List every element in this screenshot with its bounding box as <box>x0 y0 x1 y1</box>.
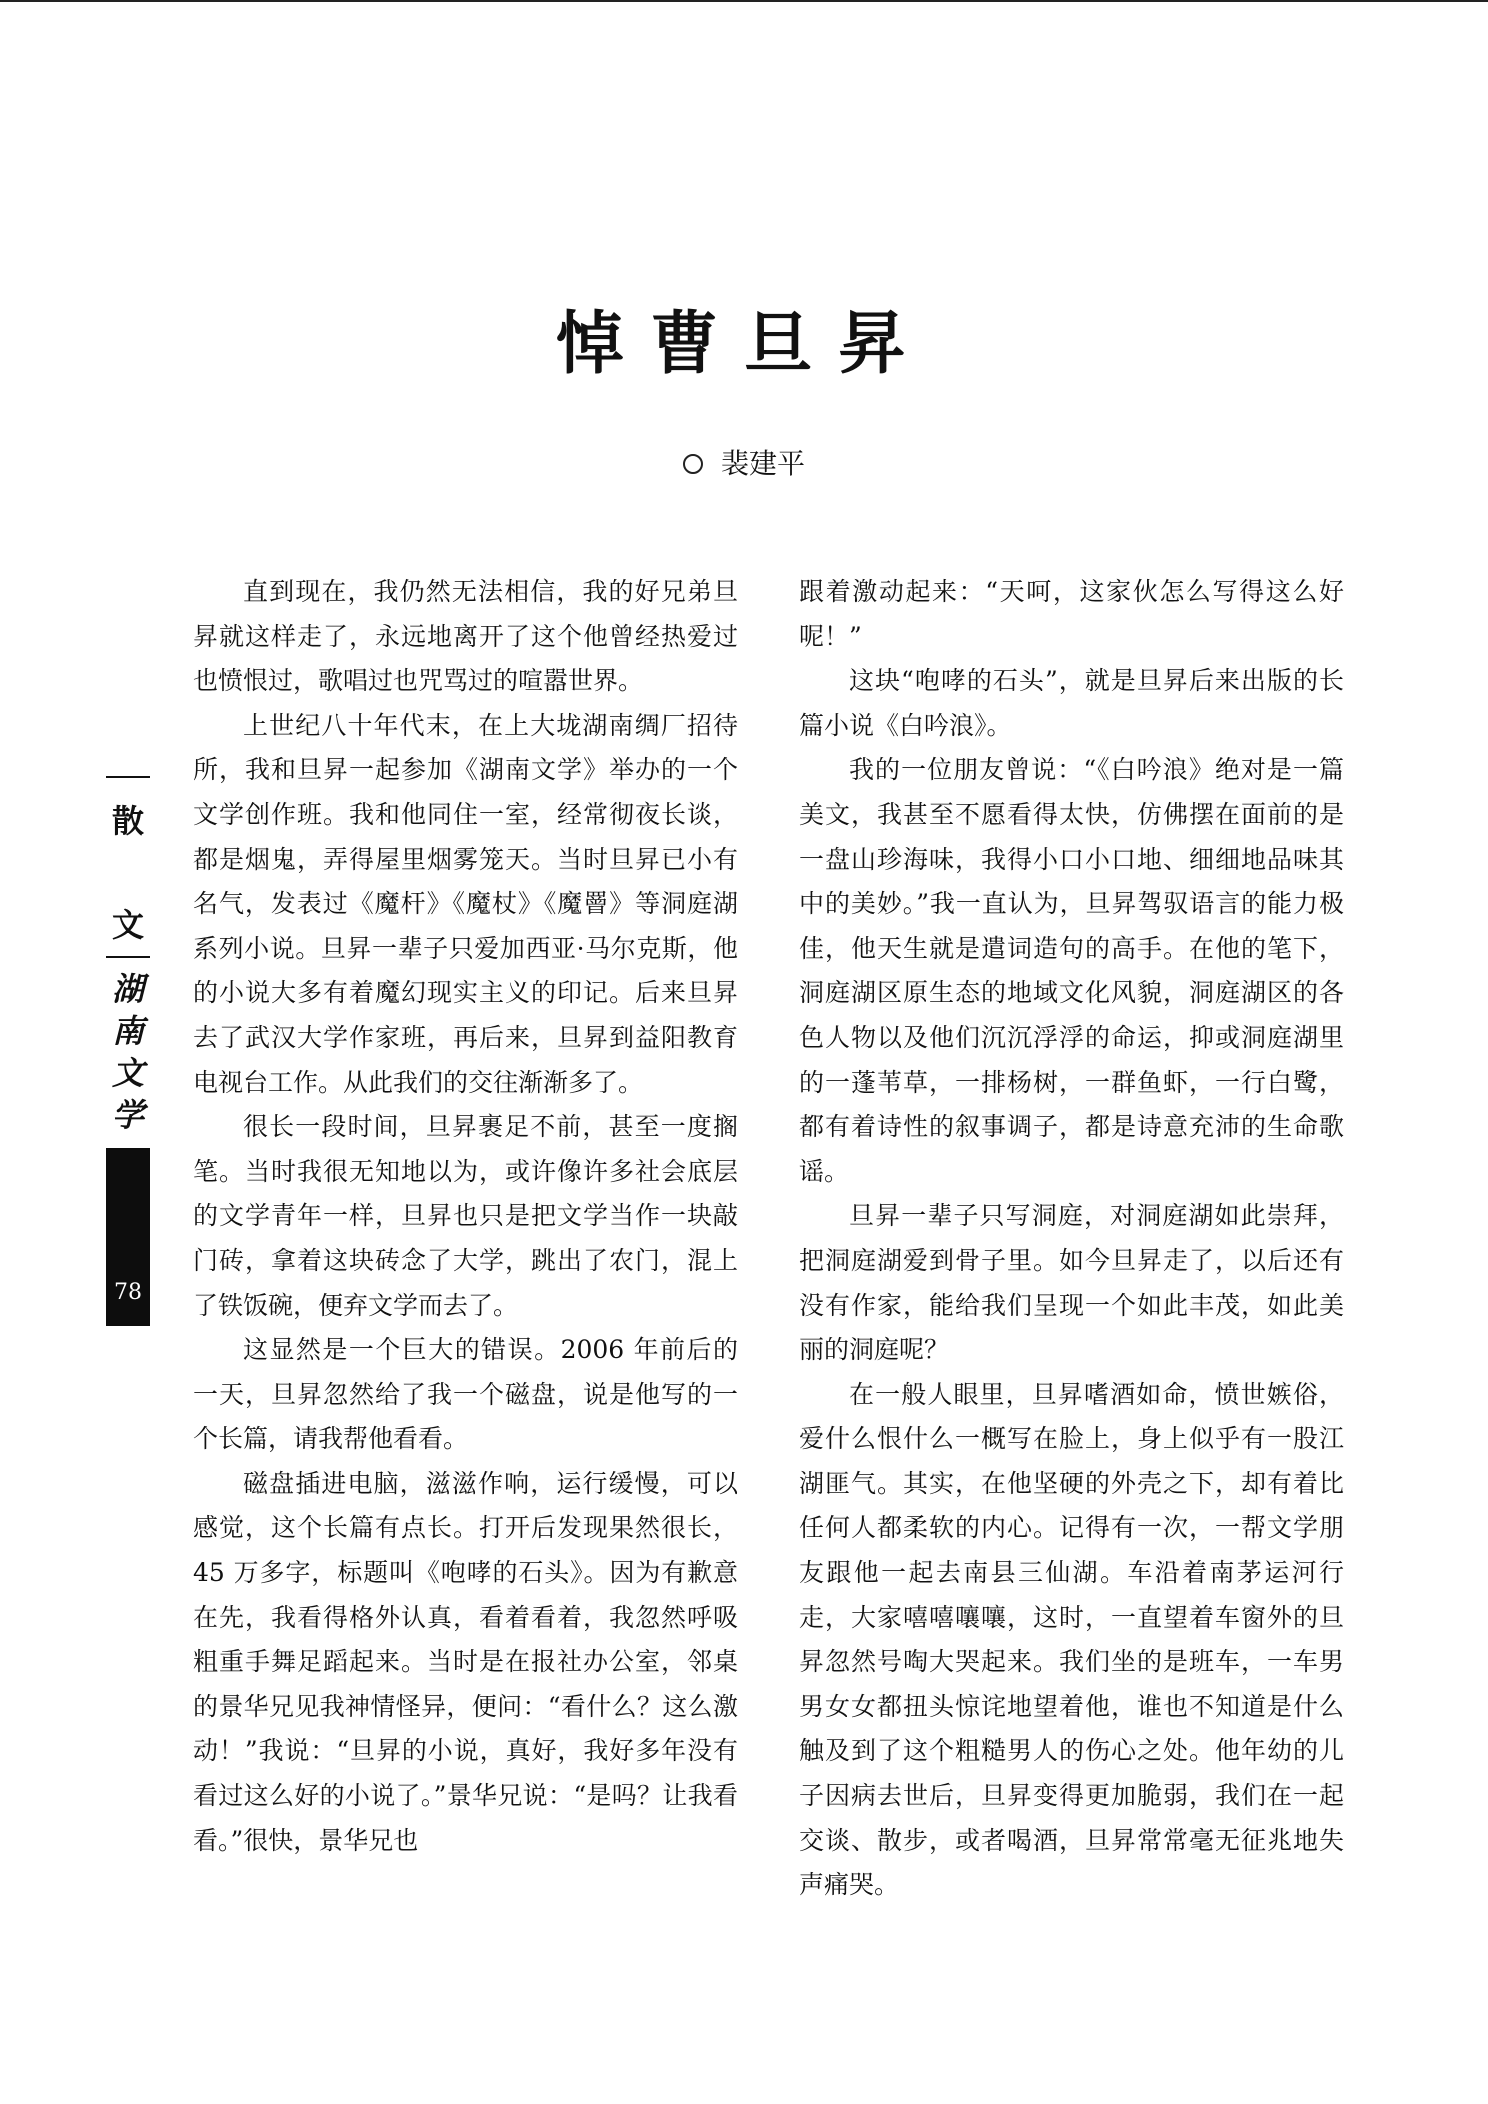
left-column <box>193 570 738 1863</box>
right-column <box>799 570 1344 1908</box>
paragraph: 上世纪八十年代末，在上大垅湖南绸厂招待所，我和旦昇一起参加《湖南文学》举办的一个文学创作班。我和他同住一室，经常彻夜长谈，都是烟鬼，弄得屋里烟雾笼天。当时旦昇已小有名气，发表过《魔杆》《魔杖》《魔罾》等洞庭湖系列小说。旦昇一辈子只爱加西亚·马尔克斯，他的小说大多有着魔幻现实主义的印记。后来旦昇去了武汉大学作家班，再后来，旦昇到益阳教育电视台工作。从此我们的交往渐渐多了。 <box>193 710 738 1097</box>
paragraph: 我的一位朋友曾说：“《白吟浪》绝对是一篇美文，我甚至不愿看得太快，仿佛摆在面前的是一盘山珍海味，我得小口小口地、细细地品味其中的美妙。”我一直认为，旦昇驾驭语言的能力极佳，他天生就是遣词造句的高手。在他的笔下，洞庭湖区原生态的地域文化风貌，洞庭湖区的各色人物以及他们沉沉浮浮的命运，抑或洞庭湖里的一蓬苇草，一排杨树，一群鱼虾，一行白鹭，都有着诗性的叙事调子，都是诗意充沛的生命歌谣。 <box>799 755 1344 1186</box>
paragraph: 这显然是一个巨大的错误。2006 年前后的一天，旦昇忽然给了我一个磁盘，说是他写的一个长篇，请我帮他看看。 <box>193 1335 738 1454</box>
paragraph: 很长一段时间，旦昇裹足不前，甚至一度搁笔。当时我很无知地以为，或许像许多社会底层的文学青年一样，旦昇也只是把文学当作一块敲门砖，拿着这块砖念了大学，跳出了农门，混上了铁饭碗，便弃文学而去了。 <box>193 1112 738 1320</box>
author-name: 裴建平 <box>720 447 805 480</box>
section-char-san: 散 <box>111 802 144 840</box>
magazine-char-3: 文 <box>111 1054 144 1092</box>
paragraph: 磁盘插进电脑，滋滋作响，运行缓慢，可以感觉，这个长篇有点长。打开后发现果然很长，45 万多字，标题叫《咆哮的石头》。因为有歉意在先，我看得格外认真，看着看着，我忽然呼吸粗重手舞足蹈起来。当时是在报社办公室，邻桌的景华兄见我神情怪异，便问：“看什么？这么激动！”我说：“旦昇的小说，真好，我好多年没有看过这么好的小说了。”景华兄说：“是吗？让我看看。”很快，景华兄也 <box>193 1468 738 1855</box>
byline <box>0 444 1488 484</box>
paragraph: 直到现在，我仍然无法相信，我的好兄弟旦昇就这样走了，永远地离开了这个他曾经热爱过也愤恨过，歌唱过也咒骂过的喧嚣世界。 <box>193 577 738 696</box>
paragraph: 在一般人眼里，旦昇嗜酒如命，愤世嫉俗，爱什么恨什么一概写在脸上，身上似乎有一股江湖匪气。其实，在他坚硬的外壳之下，却有着比任何人都柔软的内心。记得有一次，一帮文学朋友跟他一起去南县三仙湖。车沿着南茅运河行走，大家嘻嘻嚷嚷，这时，一直望着车窗外的旦昇忽然号啕大哭起来。我们坐的是班车，一车男男女女都扭头惊诧地望着他，谁也不知道是什么触及到了这个粗糙男人的伤心之处。他年幼的儿子因病去世后，旦昇变得更加脆弱，我们在一起交谈、散步，或者喝酒，旦昇常常毫无征兆地失声痛哭。 <box>799 1379 1344 1900</box>
top-border-rule <box>0 0 1488 2</box>
paragraph: 这块“咆哮的石头”，就是旦昇后来出版的长篇小说《白吟浪》。 <box>799 666 1344 740</box>
paragraph: 旦昇一辈子只写洞庭，对洞庭湖如此崇拜，把洞庭湖爱到骨子里。如今旦昇走了，以后还有没有作家，能给我们呈现一个如此丰茂，如此美丽的洞庭呢？ <box>799 1201 1344 1365</box>
sidebar-middle-rule <box>106 956 150 958</box>
sidebar-top-rule <box>106 776 150 778</box>
article-title: 悼曹旦昇 <box>555 305 932 384</box>
circle-icon <box>683 454 703 474</box>
magazine-char-2: 南 <box>111 1012 144 1050</box>
section-char-wen: 文 <box>111 906 144 944</box>
paragraph-continued: 跟着激动起来：“天呵，这家伙怎么写得这么好呢！” <box>799 577 1344 651</box>
magazine-char-1: 湖 <box>111 970 144 1008</box>
page-number: 78 <box>114 1280 142 1305</box>
magazine-char-4: 学 <box>111 1096 144 1134</box>
